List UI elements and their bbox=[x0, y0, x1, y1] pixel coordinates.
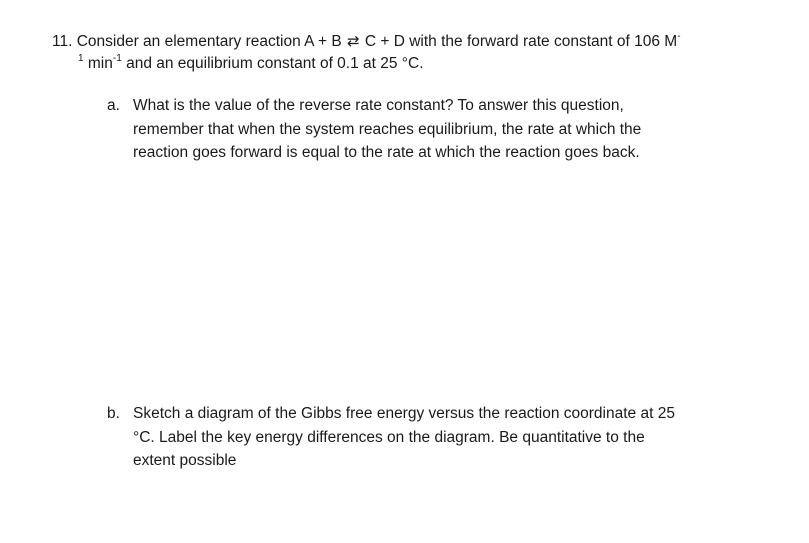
part-b-text bbox=[133, 402, 727, 473]
part-a-line: reaction goes forward is equal to the rate at which the reaction goes back. bbox=[133, 144, 640, 161]
part-b-letter: b. bbox=[107, 405, 120, 422]
equilibrium-arrow-icon: ⇄ bbox=[346, 33, 360, 50]
part-a-line: remember that when the system reaches equilibrium, the rate at which the bbox=[133, 120, 642, 138]
question-number: 11. bbox=[52, 33, 73, 50]
question-text-after-arrow: C + D with the forward rate constant of 106 M bbox=[364, 33, 678, 50]
part-b bbox=[107, 402, 727, 473]
question-text-equilibrium-constant: and an equilibrium constant of 0.1 at 25 °C. bbox=[121, 55, 424, 72]
part-a-letter: a. bbox=[107, 97, 120, 114]
unit-superscript-minus-one: -1 bbox=[112, 52, 122, 64]
part-a-text bbox=[133, 94, 727, 165]
part-a-line: What is the value of the reverse rate constant? To answer this question, bbox=[133, 97, 624, 114]
part-b-line: extent possible bbox=[133, 452, 237, 469]
question-stem-line-1 bbox=[52, 31, 752, 53]
part-b-line: Sketch a diagram of the Gibbs free energy versus the reaction coordinate at 25 bbox=[133, 405, 675, 422]
question-text-before-arrow: Consider an elementary reaction A + B bbox=[76, 33, 342, 50]
part-a bbox=[107, 94, 727, 165]
question-unit-min: min bbox=[83, 55, 113, 72]
question-11 bbox=[52, 31, 752, 75]
part-b-line: °C. Label the key energy differences on the diagram. Be quantitative to the bbox=[133, 428, 645, 446]
unit-superscript-minus: - bbox=[677, 30, 681, 42]
question-stem-line-2 bbox=[52, 53, 752, 75]
unit-superscript-one: 1 bbox=[78, 52, 84, 64]
